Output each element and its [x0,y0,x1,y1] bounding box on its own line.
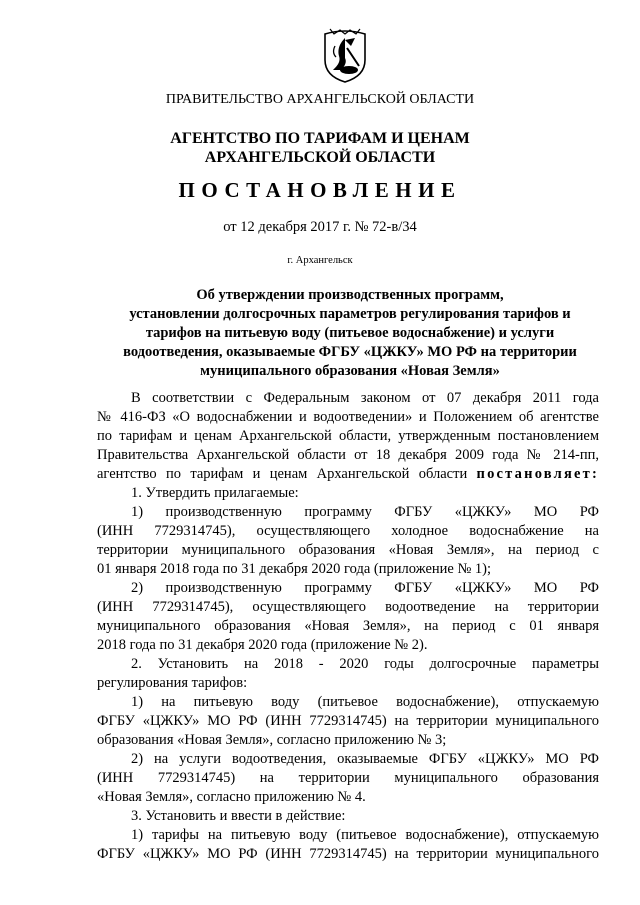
text-line: ФГБУ «ЦЖКУ» МО РФ (ИНН 7729314745) на территории муниципального [97,713,599,729]
document-body [97,389,599,864]
subject-line: Об утверждении производственных программ, [196,287,504,303]
item-3: 3. Установить и ввести в действие: [131,808,346,824]
text-line: 1) производственную программу ФГБУ «ЦЖКУ» МО РФ [131,504,599,520]
text-line-with-decree [97,465,599,484]
text-line: образования «Новая Земля», согласно приложению № 3; [97,732,447,748]
document-subject [100,286,600,381]
decree-word: постановляет: [476,466,599,482]
text-line: № 416-ФЗ «О водоснабжении и водоотведении» и Положением об агентстве [97,409,599,425]
agency-line-2: АРХАНГЕЛЬСКОЙ ОБЛАСТИ [204,149,436,166]
text-line: 1) тарифы на питьевую воду (питьевое водоснабжение), отпускаемую [131,827,599,843]
agency-name [0,129,640,167]
emblem-svg [321,26,369,84]
document-city: г. Архангельск [287,255,353,266]
text-line: «Новая Земля», согласно приложению № 4. [97,789,366,805]
coat-of-arms-icon [321,26,369,84]
text-line: муниципального образования «Новая Земля», на период с 01 января [97,618,599,634]
text-line: (ИНН 7729314745), осуществляющего водоотведение на территории [97,599,599,615]
item-1: 1. Утвердить прилагаемые: [131,485,299,501]
text-line: В соответствии с Федеральным законом от 07 декабря 2011 года [131,390,599,406]
text-line: по тарифам и ценам Архангельской области, утвержденным постановлением [97,428,599,444]
text-line: 01 января 2018 года по 31 декабря 2020 года (приложение № 1); [97,561,492,577]
preamble-paragraph [97,389,599,484]
text-line: (ИНН 7729314745) на территории муниципального образования [97,770,599,786]
subject-line: водоотведения, оказываемые ФГБУ «ЦЖКУ» МО РФ на территории [123,344,577,360]
document-type: ПОСТАНОВЛЕНИЕ [178,178,462,202]
document-date-number: от 12 декабря 2017 г. № 72-в/34 [223,219,417,235]
text-line: регулирования тарифов: [97,675,248,691]
government-name: ПРАВИТЕЛЬСТВО АРХАНГЕЛЬСКОЙ ОБЛАСТИ [165,92,475,107]
text-line: 2018 года по 31 декабря 2020 года (приложение № 2). [97,637,428,653]
text-line: 1) на питьевую воду (питьевое водоснабжение), отпускаемую [131,694,599,710]
subject-line: тарифов на питьевую воду (питьевое водоснабжение) и услуги [145,325,555,341]
text-line: 2) производственную программу ФГБУ «ЦЖКУ» МО РФ [131,580,599,596]
text-line: (ИНН 7729314745), осуществляющего холодное водоснабжение на [97,523,599,539]
text-line: 2) на услуги водоотведения, оказываемые ФГБУ «ЦЖКУ» МО РФ [131,751,599,767]
subject-line: муниципального образования «Новая Земля» [200,363,500,379]
text-line: территории муниципального образования «Новая Земля», на период с [97,542,599,558]
text-line: 2. Установить на 2018 - 2020 годы долгосрочные параметры [131,656,599,672]
text-fragment: агентство по тарифам и ценам Архангельской области [97,466,477,482]
text-line: Правительства Архангельской области от 18 декабря 2009 года № 214-пп, [97,447,599,463]
text-line: ФГБУ «ЦЖКУ» МО РФ (ИНН 7729314745) на территории муниципального [97,846,599,862]
agency-line-1: АГЕНТСТВО ПО ТАРИФАМ И ЦЕНАМ [170,130,470,147]
subject-line: установлении долгосрочных параметров регулирования тарифов и [129,306,571,322]
